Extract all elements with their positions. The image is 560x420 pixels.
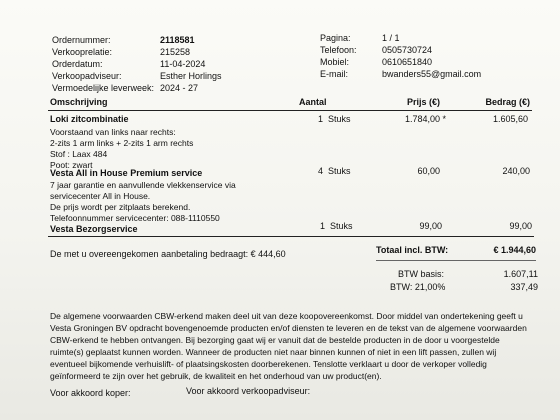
item-name: Vesta Bezorgservice [50, 224, 138, 234]
sales-advisor-label: Verkoopadviseur: [52, 71, 122, 81]
sales-relation-label: Verkooprelatie: [52, 47, 113, 57]
page-label: Pagina: [320, 33, 351, 43]
item-amount: 1.605,60 [492, 114, 528, 124]
sales-advisor-value: Esther Horlings [160, 71, 222, 81]
item-amount: 99,00 [509, 221, 532, 231]
sales-relation-value: 215258 [160, 47, 191, 57]
item-unit: Stuks [328, 166, 351, 176]
item-detail: Voorstaand van links naar rechts: [50, 127, 176, 137]
terms-line: ruimte(s) geplaatst kunnen worden. Wanneer de producten niet naar binnen kunnen of niet in een lift passen, zullen wij [50, 347, 497, 357]
terms-line: CBW-erkend te hebben ontvangen. Bij bezorging gaat wij er vanuit dat de bestelde producten in de door u voorgestelde [50, 335, 500, 345]
items-divider [48, 236, 534, 237]
item-detail: Stof : Laax 484 [50, 149, 108, 159]
col-description: Omschrijving [50, 97, 108, 107]
item-detail: 7 jaar garantie en aanvullende vlekkenservice via [50, 180, 236, 190]
order-date-value: 11-04-2024 [160, 59, 206, 69]
vat-value: 337,49 [510, 282, 538, 292]
buyer-signature-label: Voor akkoord koper: [50, 388, 131, 398]
header-divider [48, 110, 532, 111]
terms-line: De algemene voorwaarden CBW-erkend maken deel uit van deze koopovereenkomst. Door middel van ondertekening geeft u [50, 311, 523, 321]
terms-line: geïnformeerd te zijn over het gebruik, de kwaliteit en het onderhoud van uw product(en). [50, 371, 382, 381]
item-unit: Stuks [330, 221, 353, 231]
item-price: 1.784,00 * [404, 114, 446, 124]
terms-line: eventueel bijkomende verhuislift- of plaatsingskosten doorberekenen. Tenslotte verklaart u door de verkoper volledig [50, 359, 487, 369]
item-detail: De prijs wordt per zitplaats berekend. [50, 202, 191, 212]
vat-label: BTW: 21,00% [390, 282, 446, 292]
mobile-label: Mobiel: [320, 57, 350, 67]
advisor-signature-label: Voor akkoord verkoopadviseur: [186, 386, 311, 396]
order-number-value: 2118581 [160, 35, 195, 45]
item-qty: 4 [318, 166, 324, 176]
item-name: Loki zitcombinatie [50, 114, 129, 124]
item-name: Vesta All in House Premium service [50, 168, 203, 178]
total-divider [376, 260, 536, 261]
item-detail: Telefoonnummer servicecenter: 088-1110550 [50, 213, 220, 223]
order-number-label: Ordernummer: [52, 35, 111, 45]
phone-label: Telefoon: [320, 45, 357, 55]
vat-base-label: BTW basis: [398, 269, 445, 279]
delivery-week-label: Vermoedelijke leverweek: [52, 83, 155, 93]
total-label: Totaal incl. BTW: [376, 245, 449, 255]
vat-base-value: 1.607,11 [503, 269, 538, 279]
item-detail: 2-zits 1 arm links + 2-zits 1 arm rechts [50, 138, 194, 148]
delivery-week-value: 2024 - 27 [160, 83, 199, 93]
terms-line: Vesta Groningen BV opdracht bovengenoemde producten en/of diensten te leveren en de tekst van de algemene voorwaarden [50, 323, 527, 333]
item-detail: servicecenter All in House. [50, 191, 151, 201]
item-detail: Poot: zwart [50, 160, 93, 170]
total-value: € 1.944,60 [493, 245, 536, 255]
item-price: 99,00 [419, 221, 442, 231]
mobile-value: 0610651840 [382, 57, 433, 67]
phone-value: 0505730724 [382, 45, 433, 55]
page-value: 1 / 1 [382, 33, 400, 43]
down-payment-note: De met u overeengekomen aanbetaling bedraagt: € 444,60 [50, 249, 286, 259]
col-quantity: Aantal [299, 97, 327, 107]
col-amount: Bedrag (€) [485, 97, 530, 107]
order-date-label: Orderdatum: [52, 59, 103, 69]
item-amount: 240,00 [502, 166, 530, 176]
col-price: Prijs (€) [406, 97, 440, 107]
email-label: E-mail: [320, 69, 349, 79]
item-price: 60,00 [417, 166, 440, 176]
item-qty: 1 [320, 221, 326, 231]
email-value: bwanders55@gmail.com [382, 69, 482, 79]
item-qty: 1 [318, 114, 324, 124]
item-unit: Stuks [328, 114, 351, 124]
